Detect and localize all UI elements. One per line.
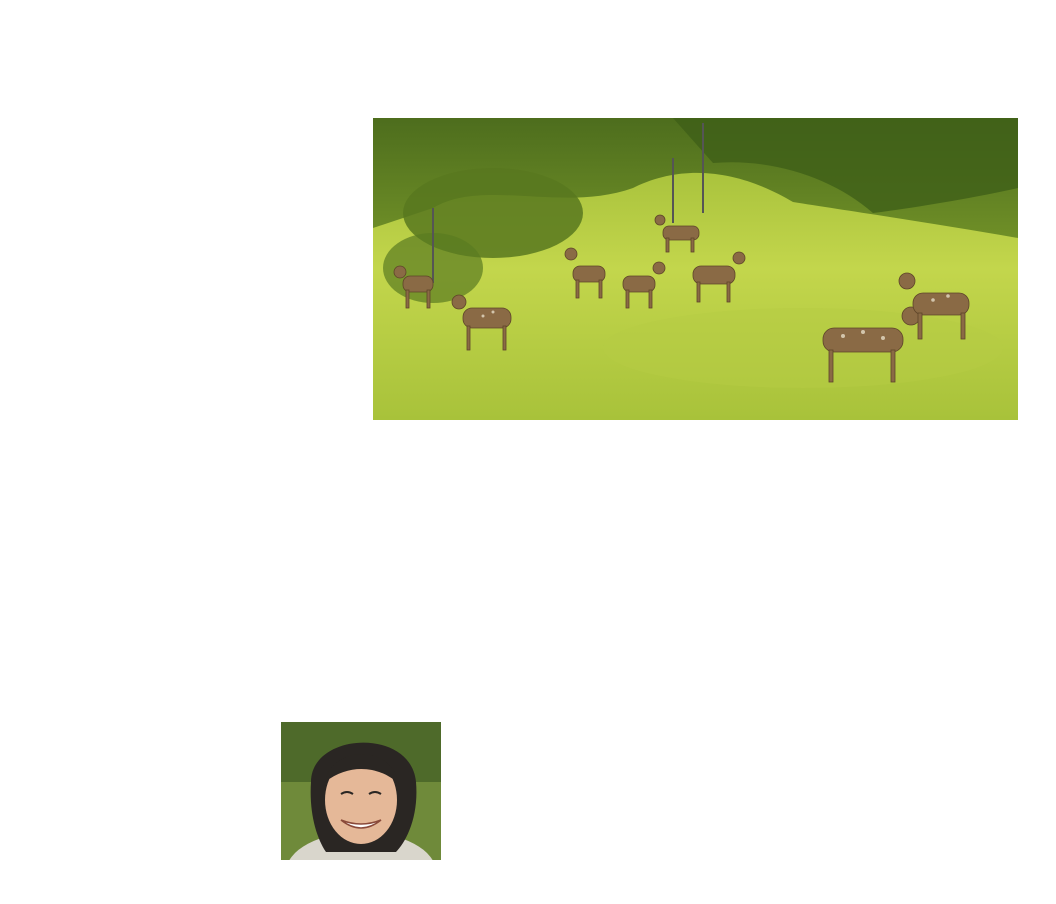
article-column-1	[37, 180, 347, 184]
deer-photo	[373, 118, 1018, 420]
author-portrait	[281, 722, 441, 860]
author-portrait-image	[281, 722, 441, 860]
deer-photo-image	[373, 118, 1018, 420]
